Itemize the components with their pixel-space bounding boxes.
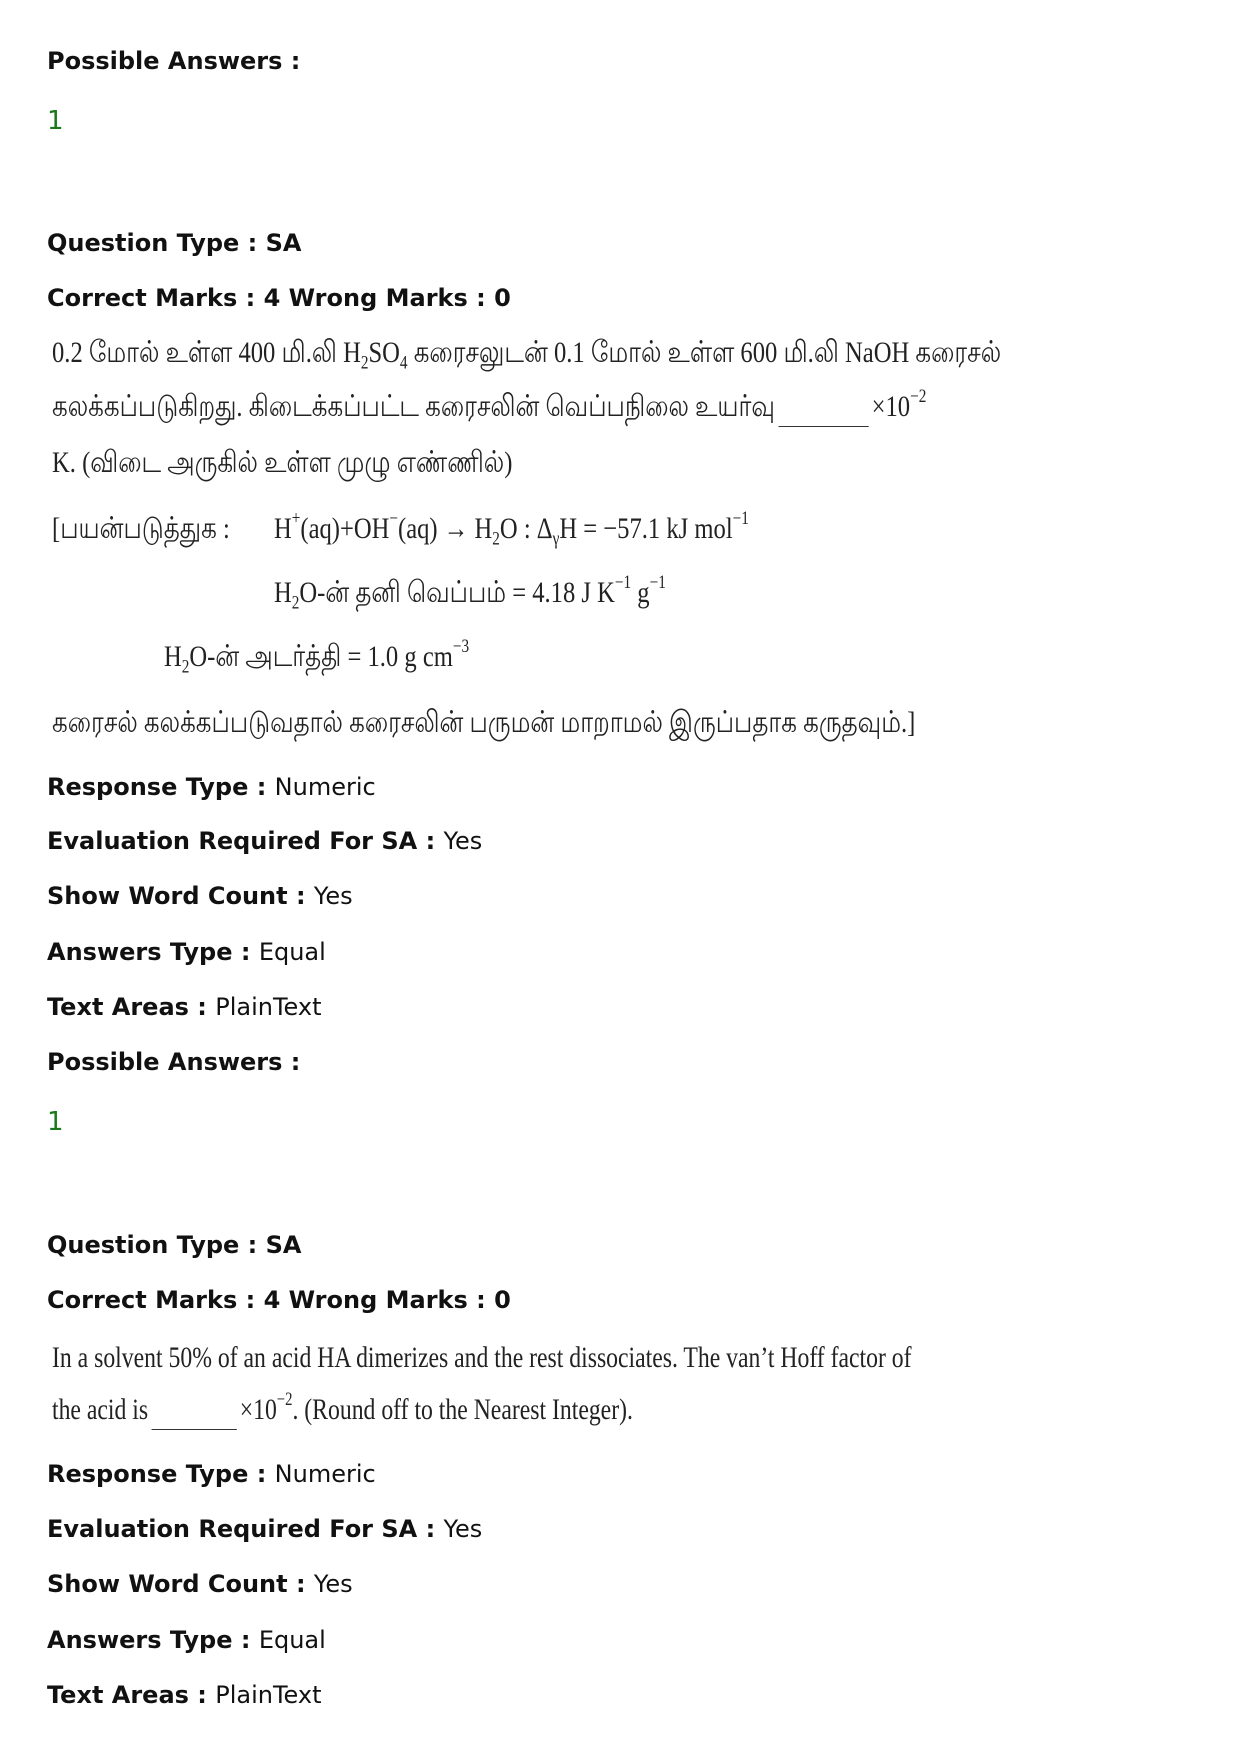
possible-answers-label: Possible Answers :	[47, 1048, 301, 1076]
answers-type: Answers Type : Equal	[47, 938, 326, 966]
response-type: Response Type : Numeric	[47, 773, 376, 801]
equation-specific-heat: $H_2O-ன்$ தனி வெப்பம் = 4.18 J $K^{-1}$ $g^{-1}$	[274, 572, 666, 614]
possible-answers-label: Possible Answers :	[47, 47, 301, 75]
possible-answer-value: 1	[47, 1107, 64, 1137]
marks-line: Correct Marks : 4 Wrong Marks : 0	[47, 284, 511, 312]
text-areas: Text Areas : PlainText	[47, 1681, 322, 1709]
answers-type: Answers Type : Equal	[47, 1626, 326, 1654]
equation-neutralization: $H^+(aq)+OH^-(aq) \to H_2O$ : $\Delta_\gamma H = -57.1$ kJ mol$^{-1}$	[274, 508, 749, 550]
answer-blank	[151, 1399, 236, 1430]
show-word-count: Show Word Count : Yes	[47, 1570, 353, 1598]
question-last-line: கரைசல் கலக்கப்படுவதால் கரைசலின் பருமன் மாறாமல் இருப்பதாக கருதவும்.]	[52, 706, 916, 739]
question-line-2: கலக்கப்படுகிறது. கிடைக்கப்பட்ட கரைசலின் வெப்பநிலை உயர்வு $\times 10^{-2}$	[52, 387, 926, 427]
evaluation-required: Evaluation Required For SA : Yes	[47, 1515, 483, 1543]
answer-blank	[778, 396, 868, 427]
question-line-1: In a solvent 50% of an acid HA dimerizes and the rest dissociates. The van’t Hoff factor of	[52, 1341, 912, 1374]
question-type: Question Type : SA	[47, 229, 302, 257]
possible-answer-value: 1	[47, 106, 64, 136]
response-type: Response Type : Numeric	[47, 1460, 376, 1488]
question-image-tamil	[52, 333, 1002, 753]
use-label: [பயன்படுத்துக :	[52, 512, 230, 545]
question-image-english	[52, 1338, 952, 1448]
question-line-3: K. (விடை அருகில் உள்ள முழு எண்ணில்)	[52, 446, 513, 479]
text-areas: Text Areas : PlainText	[47, 993, 322, 1021]
question-type: Question Type : SA	[47, 1231, 302, 1259]
question-line-1: 0.2 மோல் உள்ள 400 மி.லி $H_2SO_4$ கரைசலுடன் 0.1 மோல் உள்ள 600 மி.லி NaOH கரைசல்	[52, 336, 1002, 374]
show-word-count: Show Word Count : Yes	[47, 882, 353, 910]
marks-line: Correct Marks : 4 Wrong Marks : 0	[47, 1286, 511, 1314]
evaluation-required: Evaluation Required For SA : Yes	[47, 827, 483, 855]
equation-density: $H_2O-ன்$ அடர்த்தி = 1.0 g $cm^{-3}$	[164, 636, 470, 678]
question-line-2: the acid is $\times 10^{-2}$. (Round off to the Nearest Integer).	[52, 1390, 633, 1430]
